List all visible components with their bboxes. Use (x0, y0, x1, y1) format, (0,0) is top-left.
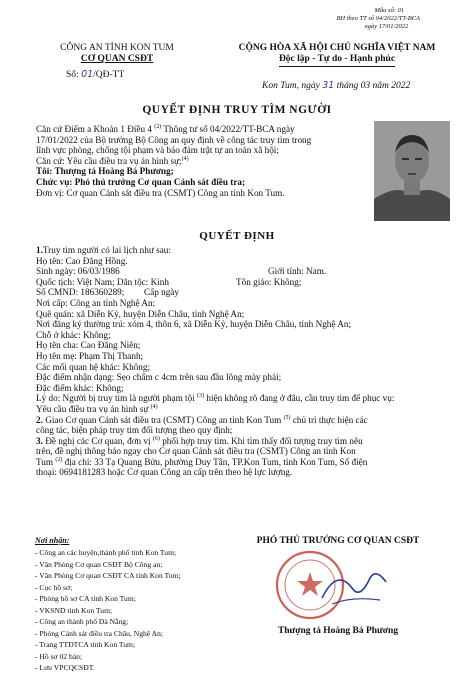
basis-l1-rest: Thông tư số 04/2022/TT-BCA ngày (161, 124, 295, 134)
official-seal-and-signature (262, 548, 402, 622)
article-1 (36, 245, 446, 256)
basis-line-2: 17/01/2022 của Bộ trưởng Bộ Công an quy định về công tác truy tìm trong (36, 134, 312, 145)
recipient-item: - Phòng hồ sơ CA tỉnh Kon Tum; (35, 594, 136, 603)
national-motto: Độc lập - Tự do - Hạnh phúc (279, 54, 395, 67)
person-residence: Nơi đăng ký thường trú: xóm 4, thôn 6, xã Diễn Kỷ, huyện Diễn Châu, tỉnh Nghệ An; (36, 319, 352, 330)
person-nationality (36, 277, 446, 288)
article-2 (36, 415, 446, 426)
person-other-features: Đặc điểm khác: Không; (36, 382, 124, 393)
person-mother: Họ tên mẹ: Phạm Thị Thanh; (36, 350, 144, 361)
person-relations: Các mối quan hệ khác: Không; (36, 361, 151, 372)
suspect-photo (374, 121, 450, 221)
document-number-suffix: /QĐ-TT (93, 70, 125, 80)
search-purpose (36, 404, 446, 415)
reason-a: Lý do: Người bị truy tìm là người phạm tội (36, 393, 198, 404)
decision-title: QUYẾT ĐỊNH (199, 230, 275, 242)
recipients-list (35, 547, 215, 674)
reason-sup: (3) (197, 393, 205, 400)
date-prefix: Kon Tum, ngày (262, 81, 323, 91)
person-id-place: Nơi cấp: Công an tỉnh Nghệ An; (36, 297, 156, 308)
article-3-line-2: trên, đề nghị thông báo ngay cho Cơ quan Cảnh sát điều tra (CSMT) Công an tỉnh Kon (36, 446, 356, 457)
form-number-block (336, 7, 420, 31)
recipient-item: - Công an các huyện,thành phố tỉnh Kon Tum; (35, 548, 177, 557)
form-number: Mẫu số: 01 (374, 7, 405, 14)
search-reason (36, 393, 446, 404)
reason-b: hiện không rõ đang ở đâu, cần truy tìm để phục vụ: (204, 393, 395, 404)
date-suffix: tháng 03 năm 2022 (334, 81, 411, 91)
decision-body (36, 245, 446, 478)
document-date (262, 80, 410, 91)
article-3-number: 3. (36, 435, 43, 446)
recipients-title: Nơi nhận: (35, 536, 70, 545)
article-3-line-3 (36, 457, 446, 468)
basis-line-3: lĩnh vực phòng, chống tội phạm và bảo đảm trật tự an toàn xã hội; (36, 145, 279, 156)
article-3-d-sup: (2) (55, 456, 63, 463)
person-dob-sex (36, 266, 446, 277)
article-3-e: địa chỉ: 33 Tạ Quang Bửu, phường Duy Tân, TP.Kon Tum, tỉnh Kon Tum, Số điện (62, 456, 368, 467)
nation-name: CỘNG HÒA XÃ HỘI CHỦ NGHĨA VIỆT NAM (238, 43, 436, 53)
person-hometown: Quê quán: xã Diễn Kỷ, huyện Diễn Châu, tỉnh Nghệ An; (36, 308, 245, 319)
person-id-issue-date: Cấp ngày (144, 287, 179, 298)
portrait-image (374, 121, 450, 221)
person-religion: Tôn giáo: Không; (236, 276, 302, 287)
recipient-item: - Văn Phòng Cơ quan CSĐT CA tỉnh Kon Tum; (35, 571, 181, 580)
issuing-organization (32, 43, 202, 65)
basis-l1-sup: (2) (154, 123, 162, 130)
person-id-number: Số CMND: 186360289; (36, 287, 125, 298)
official-unit: Đơn vị: Cơ quan Cảnh sát điều tra (CSMT) Công an tỉnh Kon Tum. (36, 187, 285, 198)
org-parent: CÔNG AN TỈNH KON TUM (60, 43, 174, 53)
official-position: Chức vụ: Phó thủ trưởng Cơ quan Cảnh sát điều tra; (36, 176, 246, 187)
recipient-item: - Hồ sơ 02 bản; (35, 651, 83, 661)
article-1-number: 1. (36, 245, 43, 255)
reason-c: Yêu cầu điều tra vụ án hình sự (36, 403, 151, 414)
article-2-b: chủ trì thực hiện các (290, 414, 368, 425)
article-3-line-4: thoại: 0694181283 hoặc Cơ quan Công an cấp trên theo hệ lực lượng. (36, 467, 293, 478)
article-2-sup: (5) (283, 414, 291, 421)
basis-l1: Căn cứ Điểm a Khoản 1 Điều 4 (36, 124, 155, 134)
basis-line-1 (36, 124, 366, 135)
person-id (36, 287, 446, 298)
recipient-item: - Cục hồ sơ; (35, 582, 73, 592)
document-number-prefix: Số: (66, 70, 82, 80)
official-name: Tôi: Thượng tá Hoàng Bá Phương; (36, 166, 174, 177)
article-2-number: 2. (36, 414, 43, 425)
reason-c-sup: (4) (150, 403, 158, 410)
person-name: Họ tên: Cao Đăng Hồng. (36, 255, 128, 266)
basis-l4-sup: (4) (181, 155, 189, 162)
person-sex: Giới tính: Nam. (268, 266, 327, 277)
signer-title: PHÓ THỦ TRƯỞNG CƠ QUAN CSĐT (256, 536, 420, 546)
person-nationality-text: Quốc tịch: Việt Nam; Dân tộc: Kinh (36, 276, 169, 287)
seal-icon (262, 548, 402, 622)
person-other-address: Chỗ ở khác: Không; (36, 329, 111, 340)
person-father: Họ tên cha: Cao Đăng Niên; (36, 340, 141, 351)
article-3-b: phối hợp truy tìm. Khi tìm thấy đối tượng truy tìm nêu (159, 435, 363, 446)
recipient-item: - Văn Phòng Cơ quan CSĐT Bộ Công an; (35, 559, 163, 569)
form-date: ngày 17/01/2022 (364, 23, 409, 30)
recipient-item: - VKSND tỉnh Kon Tum; (35, 605, 113, 615)
article-3 (36, 436, 446, 447)
recipient-item: - Lưu VPCQCSĐT. (35, 663, 95, 672)
article-3-d: Tum (36, 456, 56, 467)
article-3-sup: (6) (152, 435, 160, 442)
basis-line-4 (36, 156, 366, 167)
person-features: Đặc điểm nhận dạng: Sẹo chấm c 4cm trên sau đầu lông mày phải; (36, 372, 282, 383)
article-1-text: Truy tìm người có lai lịch như sau: (42, 245, 171, 255)
article-3-a: Đề nghị các Cơ quan, đơn vị (45, 435, 153, 446)
article-2-continued: công tác, biện pháp truy tìm đối tượng theo quy định; (36, 425, 233, 436)
recipient-item: - Phòng Cảnh sát điều tra Châu, Nghệ An; (35, 628, 164, 638)
document-title: QUYẾT ĐỊNH TRUY TÌM NGƯỜI (142, 104, 332, 116)
recipient-item: - Công an thành phố Đà Nẵng; (35, 617, 129, 626)
national-header (232, 43, 442, 67)
recipient-item: - Trang TTĐTCA tỉnh Kon Tum; (35, 640, 136, 649)
document-number-handwritten: 01 (81, 69, 94, 80)
signer-name: Thượng tá Hoàng Bá Phương (277, 626, 399, 636)
article-2-a: Giao Cơ quan Cảnh sát điều tra (CSMT) Công an tỉnh Kon Tum (45, 414, 284, 425)
date-handwritten-day: 31 (322, 80, 335, 91)
org-unit: CƠ QUAN CSĐT (80, 54, 154, 64)
basis-l4: Căn cứ: Yêu cầu điều tra vụ án hình sự; (36, 155, 182, 166)
form-reference: BH theo TT số 04/2022/TT-BCA (336, 15, 420, 22)
legal-basis (36, 124, 366, 198)
document-number (66, 69, 124, 80)
person-dob: Sinh ngày: 06/03/1986 (36, 266, 120, 277)
